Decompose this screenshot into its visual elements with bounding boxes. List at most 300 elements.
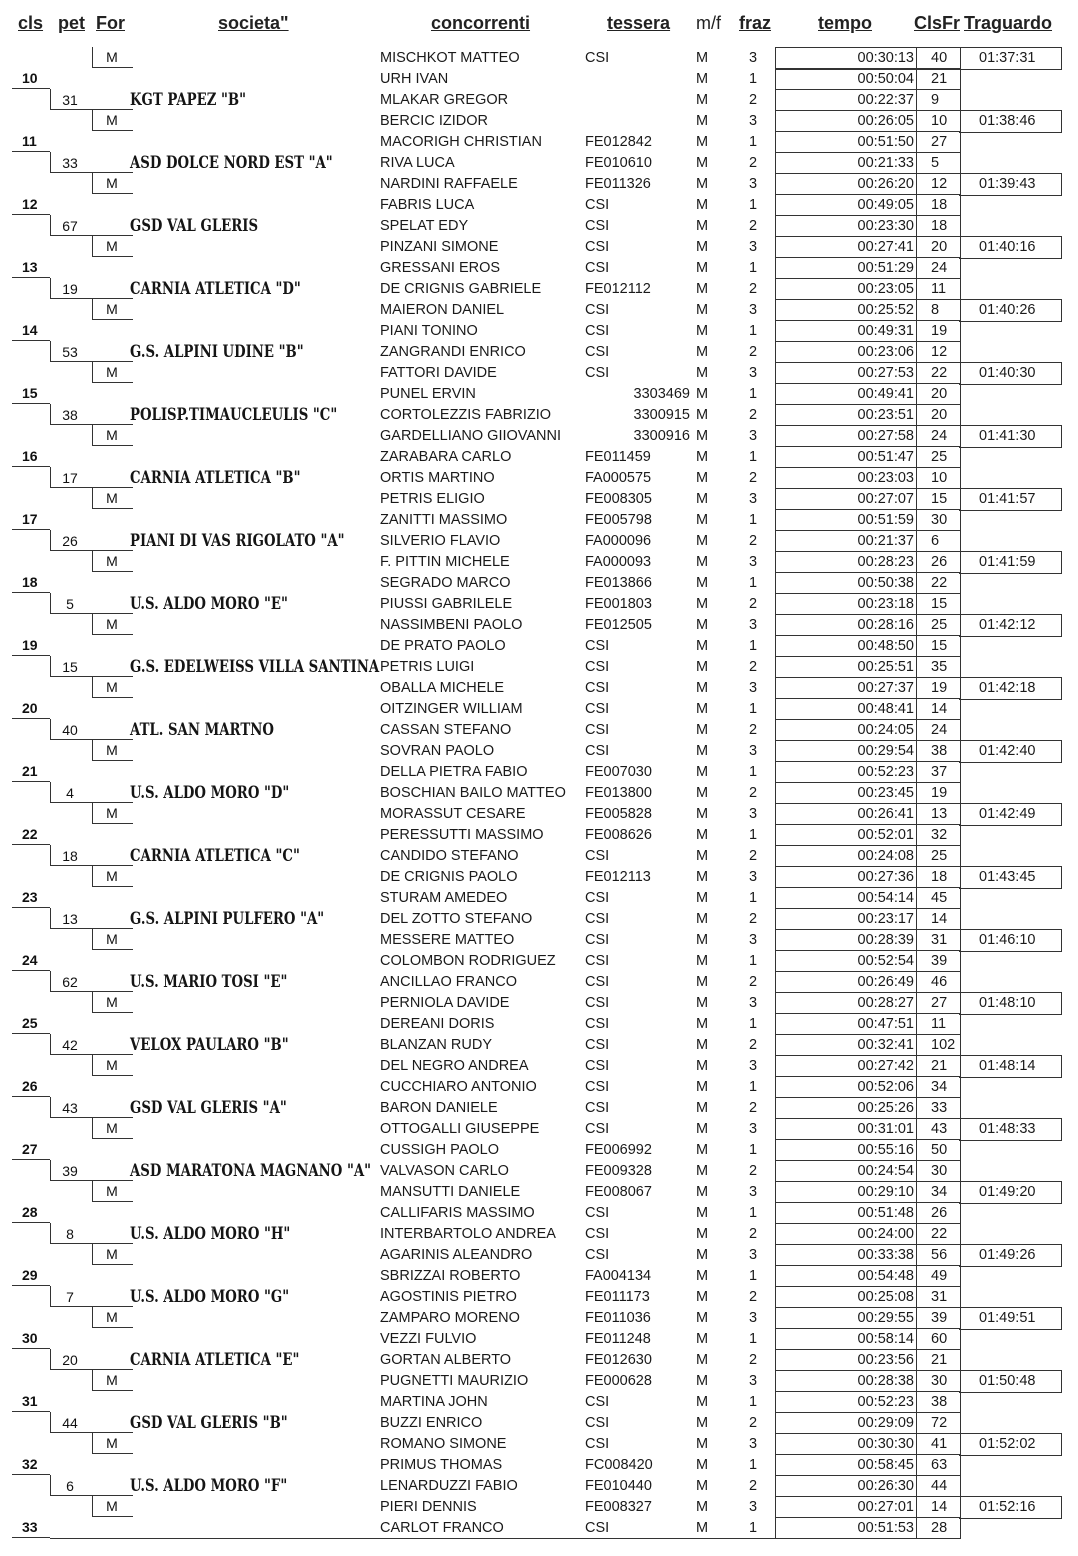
team-name: GSD VAL GLERIS — [130, 216, 259, 236]
table-row — [0, 404, 1078, 425]
fraz: 1 — [748, 260, 758, 276]
header-tessera: tessera — [607, 13, 671, 33]
table-row — [0, 572, 1078, 593]
gender: M — [696, 554, 709, 570]
tessera: CSI — [585, 848, 610, 864]
fraz: 1 — [748, 386, 758, 402]
competitor-name: BERCIC IZIDOR — [380, 113, 488, 129]
clsfr: 27 — [931, 134, 948, 150]
fraz: 3 — [748, 932, 758, 948]
traguardo: 01:40:30 — [979, 365, 1036, 381]
clsfr: 19 — [931, 323, 948, 339]
pet-value: 31 — [62, 92, 78, 108]
rank: 22 — [22, 826, 38, 842]
clsfr: 20 — [931, 386, 948, 402]
gender: M — [696, 1142, 709, 1158]
fraz: 3 — [748, 743, 758, 759]
table-row — [0, 824, 1078, 845]
tempo: 00:23:06 — [857, 344, 914, 360]
tessera: FE006992 — [585, 1142, 652, 1158]
competitor-name: DELLA PIETRA FABIO — [380, 764, 528, 780]
tessera: CSI — [585, 1037, 610, 1053]
tempo: 00:23:56 — [857, 1352, 914, 1368]
team-name: G.S. EDELWEISS VILLA SANTINA — [130, 657, 380, 677]
tessera: CSI — [585, 743, 610, 759]
tessera: FE005828 — [585, 806, 652, 822]
fraz: 3 — [748, 869, 758, 885]
table-row — [0, 47, 1078, 68]
clsfr: 24 — [931, 722, 948, 738]
table-row — [0, 1202, 1078, 1223]
table-row — [0, 362, 1078, 383]
fraz: 1 — [748, 701, 758, 717]
gender: M — [696, 764, 709, 780]
table-row — [0, 509, 1078, 530]
gender: M — [696, 701, 709, 717]
table-row — [0, 89, 1078, 110]
tempo: 00:24:54 — [857, 1163, 914, 1179]
traguardo: 01:48:33 — [979, 1121, 1036, 1137]
fraz: 2 — [748, 155, 758, 171]
tempo: 00:32:41 — [857, 1037, 914, 1053]
clsfr: 28 — [931, 1520, 948, 1536]
tessera: FE008327 — [585, 1499, 652, 1515]
fraz: 2 — [748, 281, 758, 297]
competitor-name: FABRIS LUCA — [380, 197, 475, 213]
traguardo: 01:49:51 — [979, 1310, 1036, 1326]
table-row — [0, 551, 1078, 572]
tessera: CSI — [585, 260, 610, 276]
rank: 25 — [22, 1015, 38, 1031]
tempo: 00:58:45 — [857, 1457, 914, 1473]
clsfr: 33 — [931, 1100, 948, 1116]
gender: M — [696, 449, 709, 465]
competitor-name: DEL ZOTTO STEFANO — [380, 911, 533, 927]
traguardo: 01:49:20 — [979, 1184, 1036, 1200]
for-value: M — [106, 994, 118, 1010]
gender: M — [696, 1100, 709, 1116]
tessera: CSI — [585, 365, 610, 381]
gender: M — [696, 134, 709, 150]
tempo: 00:22:37 — [857, 92, 914, 108]
competitor-name: OTTOGALLI GIUSEPPE — [380, 1121, 540, 1137]
tempo: 00:29:09 — [857, 1415, 914, 1431]
table-row — [0, 845, 1078, 866]
gender: M — [696, 470, 709, 486]
competitor-name: MAIERON DANIEL — [380, 302, 505, 318]
tessera: CSI — [585, 197, 610, 213]
competitor-name: VALVASON CARLO — [380, 1163, 509, 1179]
fraz: 1 — [748, 1394, 758, 1410]
fraz: 3 — [748, 1247, 758, 1263]
rank: 12 — [22, 196, 38, 212]
competitor-name: CORTOLEZZIS FABRIZIO — [380, 407, 552, 423]
fraz: 1 — [748, 764, 758, 780]
tempo: 00:23:51 — [857, 407, 914, 423]
clsfr: 21 — [931, 71, 948, 87]
competitor-name: ORTIS MARTINO — [380, 470, 495, 486]
table-row — [0, 1370, 1078, 1391]
clsfr: 13 — [931, 806, 948, 822]
for-value: M — [106, 868, 118, 884]
tessera: CSI — [585, 659, 610, 675]
clsfr: 22 — [931, 575, 948, 591]
competitor-name: PERESSUTTI MASSIMO — [380, 827, 544, 843]
fraz: 3 — [748, 239, 758, 255]
fraz: 2 — [748, 659, 758, 675]
team-name: CARNIA ATLETICA "E" — [130, 1350, 300, 1370]
gender: M — [696, 827, 709, 843]
table-row — [0, 467, 1078, 488]
competitor-name: COLOMBON RODRIGUEZ — [380, 953, 556, 969]
competitor-name: RIVA LUCA — [380, 155, 455, 171]
rank: 10 — [22, 70, 38, 86]
tempo: 00:28:23 — [857, 554, 914, 570]
tempo: 00:50:38 — [857, 575, 914, 591]
rank: 16 — [22, 448, 38, 464]
pet-value: 43 — [62, 1100, 78, 1116]
table-row — [0, 110, 1078, 131]
clsfr: 31 — [931, 932, 948, 948]
tessera: FA000096 — [585, 533, 652, 549]
clsfr: 41 — [931, 1436, 948, 1452]
clsfr: 35 — [931, 659, 948, 675]
tempo: 00:48:41 — [857, 701, 914, 717]
competitor-name: MISCHKOT MATTEO — [380, 50, 520, 66]
table-row — [0, 782, 1078, 803]
rank: 31 — [22, 1393, 38, 1409]
pet-value: 26 — [62, 533, 78, 549]
tempo: 00:27:07 — [857, 491, 914, 507]
rank: 19 — [22, 637, 38, 653]
fraz: 3 — [748, 1184, 758, 1200]
clsfr: 19 — [931, 680, 948, 696]
fraz: 3 — [748, 491, 758, 507]
competitor-name: AGOSTINIS PIETRO — [380, 1289, 517, 1305]
table-row — [0, 257, 1078, 278]
rank: 14 — [22, 322, 38, 338]
tessera: FE001803 — [585, 596, 652, 612]
gender: M — [696, 197, 709, 213]
rank: 28 — [22, 1204, 38, 1220]
clsfr: 5 — [931, 155, 940, 171]
tessera: FA004134 — [585, 1268, 652, 1284]
table-row — [0, 446, 1078, 467]
competitor-name: DE CRIGNIS PAOLO — [380, 869, 518, 885]
gender: M — [696, 680, 709, 696]
team-name: POLISP.TIMAUCLEULIS "C" — [130, 405, 338, 425]
gender: M — [696, 596, 709, 612]
clsfr: 72 — [931, 1415, 948, 1431]
tempo: 00:47:51 — [857, 1016, 914, 1032]
tempo: 00:28:27 — [857, 995, 914, 1011]
team-name: ASD DOLCE NORD EST "A" — [130, 153, 333, 173]
competitor-name: SILVERIO FLAVIO — [380, 533, 501, 549]
tempo: 00:28:39 — [857, 932, 914, 948]
for-value: M — [106, 742, 118, 758]
fraz: 3 — [748, 176, 758, 192]
tempo: 00:26:30 — [857, 1478, 914, 1494]
fraz: 1 — [748, 1520, 758, 1536]
tessera: CSI — [585, 995, 610, 1011]
tempo: 00:51:50 — [857, 134, 914, 150]
for-value: M — [106, 1309, 118, 1325]
for-value: M — [106, 49, 118, 65]
clsfr: 44 — [931, 1478, 948, 1494]
for-value: M — [106, 238, 118, 254]
header-pet: pet — [58, 13, 85, 33]
competitor-name: CARLOT FRANCO — [380, 1520, 504, 1536]
tempo: 00:31:01 — [857, 1121, 914, 1137]
pet-value: 19 — [62, 281, 78, 297]
table-row — [0, 656, 1078, 677]
competitor-name: MACORIGH CHRISTIAN — [380, 134, 542, 150]
for-value: M — [106, 1498, 118, 1514]
competitor-name: SEGRADO MARCO — [380, 575, 511, 591]
gender: M — [696, 1016, 709, 1032]
tessera: FE011248 — [585, 1331, 651, 1347]
competitor-name: AGARINIS ALEANDRO — [380, 1247, 533, 1263]
gender: M — [696, 1079, 709, 1095]
tempo: 00:29:55 — [857, 1310, 914, 1326]
clsfr: 21 — [931, 1352, 948, 1368]
table-row — [0, 971, 1078, 992]
competitor-name: VEZZI FULVIO — [380, 1331, 477, 1347]
tessera: FE010440 — [585, 1478, 652, 1494]
competitor-name: PETRIS ELIGIO — [380, 491, 485, 507]
clsfr: 18 — [931, 218, 948, 234]
gender: M — [696, 1205, 709, 1221]
clsfr: 15 — [931, 638, 948, 654]
tempo: 00:52:01 — [857, 827, 914, 843]
fraz: 3 — [748, 1121, 758, 1137]
fraz: 2 — [748, 1226, 758, 1242]
table-row — [0, 1496, 1078, 1517]
table-row — [0, 1223, 1078, 1244]
traguardo: 01:48:10 — [979, 995, 1036, 1011]
tempo: 00:27:41 — [857, 239, 914, 255]
tessera: CSI — [585, 1058, 610, 1074]
table-row — [0, 929, 1078, 950]
tessera: FE012112 — [585, 281, 651, 297]
tessera: FA000093 — [585, 554, 652, 570]
clsfr: 30 — [931, 512, 948, 528]
table-row — [0, 1118, 1078, 1139]
clsfr: 102 — [931, 1037, 956, 1053]
for-value: M — [106, 553, 118, 569]
gender: M — [696, 1310, 709, 1326]
team-name: ATL. SAN MARTNO — [130, 720, 274, 740]
competitor-name: PIANI TONINO — [380, 323, 478, 339]
team-name: CARNIA ATLETICA "C" — [130, 846, 300, 866]
clsfr: 25 — [931, 449, 948, 465]
tempo: 00:29:54 — [857, 743, 914, 759]
tessera: CSI — [585, 1247, 610, 1263]
tempo: 00:33:38 — [857, 1247, 914, 1263]
for-value: M — [106, 175, 118, 191]
tessera: CSI — [585, 722, 610, 738]
clsfr: 11 — [931, 281, 947, 297]
competitor-name: PIERI DENNIS — [380, 1499, 477, 1515]
competitor-name: PIUSSI GABRILELE — [380, 596, 513, 612]
fraz: 2 — [748, 1289, 758, 1305]
fraz: 2 — [748, 218, 758, 234]
team-name: U.S. ALDO MORO "H" — [130, 1224, 291, 1244]
gender: M — [696, 932, 709, 948]
competitor-name: PRIMUS THOMAS — [380, 1457, 503, 1473]
table-row — [0, 593, 1078, 614]
fraz: 2 — [748, 470, 758, 486]
clsfr: 31 — [931, 1289, 948, 1305]
competitor-name: PETRIS LUIGI — [380, 659, 475, 675]
header-clsfr: ClsFr — [914, 13, 960, 33]
for-value: M — [106, 679, 118, 695]
gender: M — [696, 1121, 709, 1137]
tempo: 00:49:41 — [857, 386, 914, 402]
fraz: 1 — [748, 1457, 758, 1473]
tempo: 00:26:05 — [857, 113, 914, 129]
clsfr: 30 — [931, 1163, 948, 1179]
rank: 29 — [22, 1267, 38, 1283]
tessera: FE012630 — [585, 1352, 652, 1368]
competitor-name: MORASSUT CESARE — [380, 806, 526, 822]
tessera: CSI — [585, 239, 610, 255]
tempo: 00:55:16 — [857, 1142, 914, 1158]
tempo: 00:25:08 — [857, 1289, 914, 1305]
tessera: FE010610 — [585, 155, 652, 171]
tessera: CSI — [585, 302, 610, 318]
tempo: 00:27:42 — [857, 1058, 914, 1074]
tessera: FE008626 — [585, 827, 652, 843]
tempo: 00:23:18 — [857, 596, 914, 612]
for-value: M — [106, 1120, 118, 1136]
rank: 23 — [22, 889, 38, 905]
fraz: 2 — [748, 407, 758, 423]
tempo: 00:49:05 — [857, 197, 914, 213]
tessera: CSI — [585, 680, 610, 696]
competitor-name: DE PRATO PAOLO — [380, 638, 506, 654]
table-row — [0, 1433, 1078, 1454]
clsfr: 27 — [931, 995, 948, 1011]
fraz: 2 — [748, 785, 758, 801]
clsfr: 40 — [931, 50, 948, 66]
competitor-name: PUGNETTI MAURIZIO — [380, 1373, 529, 1389]
gender: M — [696, 1247, 709, 1263]
competitor-name: DE CRIGNIS GABRIELE — [380, 281, 542, 297]
table-row — [0, 152, 1078, 173]
table-row — [0, 1517, 1078, 1538]
gender: M — [696, 575, 709, 591]
clsfr: 20 — [931, 407, 948, 423]
tessera: FE012505 — [585, 617, 652, 633]
team-name: GSD VAL GLERIS "A" — [130, 1098, 287, 1118]
fraz: 1 — [748, 827, 758, 843]
table-row — [0, 236, 1078, 257]
fraz: 3 — [748, 1499, 758, 1515]
gender: M — [696, 512, 709, 528]
gender: M — [696, 1331, 709, 1347]
competitor-name: OBALLA MICHELE — [380, 680, 505, 696]
fraz: 1 — [748, 449, 758, 465]
pet-value: 42 — [62, 1037, 78, 1053]
table-row — [0, 1349, 1078, 1370]
traguardo: 01:43:45 — [979, 869, 1036, 885]
traguardo: 01:42:40 — [979, 743, 1036, 759]
traguardo: 01:38:46 — [979, 113, 1036, 129]
fraz: 2 — [748, 848, 758, 864]
tempo: 00:58:14 — [857, 1331, 914, 1347]
fraz: 3 — [748, 1436, 758, 1452]
fraz: 3 — [748, 806, 758, 822]
pet-value: 18 — [62, 848, 78, 864]
clsfr: 25 — [931, 848, 948, 864]
traguardo: 01:52:16 — [979, 1499, 1036, 1515]
tessera: CSI — [585, 344, 610, 360]
tempo: 00:54:48 — [857, 1268, 914, 1284]
rank: 11 — [22, 133, 37, 149]
team-name: VELOX PAULARO "B" — [130, 1035, 289, 1055]
competitor-name: NASSIMBENI PAOLO — [380, 617, 523, 633]
clsfr: 21 — [931, 1058, 948, 1074]
competitor-name: SBRIZZAI ROBERTO — [380, 1268, 521, 1284]
clsfr: 14 — [931, 911, 948, 927]
gender: M — [696, 113, 709, 129]
clsfr: 26 — [931, 1205, 948, 1221]
table-row — [0, 635, 1078, 656]
tempo: 00:27:37 — [857, 680, 914, 696]
team-name: CARNIA ATLETICA "B" — [130, 468, 301, 488]
gender: M — [696, 995, 709, 1011]
gender: M — [696, 890, 709, 906]
tempo: 00:29:10 — [857, 1184, 914, 1200]
clsfr: 38 — [931, 1394, 948, 1410]
competitor-name: MANSUTTI DANIELE — [380, 1184, 521, 1200]
fraz: 3 — [748, 1310, 758, 1326]
table-row — [0, 719, 1078, 740]
competitor-name: BOSCHIAN BAILO MATTEO — [380, 785, 566, 801]
tempo: 00:51:48 — [857, 1205, 914, 1221]
team-name: G.S. ALPINI PULFERO "A" — [130, 909, 325, 929]
gender: M — [696, 491, 709, 507]
tempo: 00:54:14 — [857, 890, 914, 906]
fraz: 3 — [748, 617, 758, 633]
gender: M — [696, 386, 709, 402]
fraz: 2 — [748, 1100, 758, 1116]
fraz: 3 — [748, 554, 758, 570]
competitor-name: BUZZI ENRICO — [380, 1415, 483, 1431]
tempo: 00:23:05 — [857, 281, 914, 297]
competitor-name: MARTINA JOHN — [380, 1394, 488, 1410]
fraz: 1 — [748, 638, 758, 654]
clsfr: 22 — [931, 1226, 948, 1242]
tempo: 00:28:38 — [857, 1373, 914, 1389]
clsfr: 22 — [931, 365, 948, 381]
clsfr: 8 — [931, 302, 940, 318]
clsfr: 24 — [931, 428, 948, 444]
tempo: 00:24:00 — [857, 1226, 914, 1242]
tempo: 00:21:33 — [857, 155, 914, 171]
tempo: 00:23:03 — [857, 470, 914, 486]
gender: M — [696, 1520, 709, 1536]
gender: M — [696, 1478, 709, 1494]
tempo: 00:49:31 — [857, 323, 914, 339]
for-value: M — [106, 805, 118, 821]
gender: M — [696, 1415, 709, 1431]
fraz: 2 — [748, 722, 758, 738]
pet-value: 13 — [62, 911, 78, 927]
tempo: 00:23:45 — [857, 785, 914, 801]
table-row — [0, 740, 1078, 761]
